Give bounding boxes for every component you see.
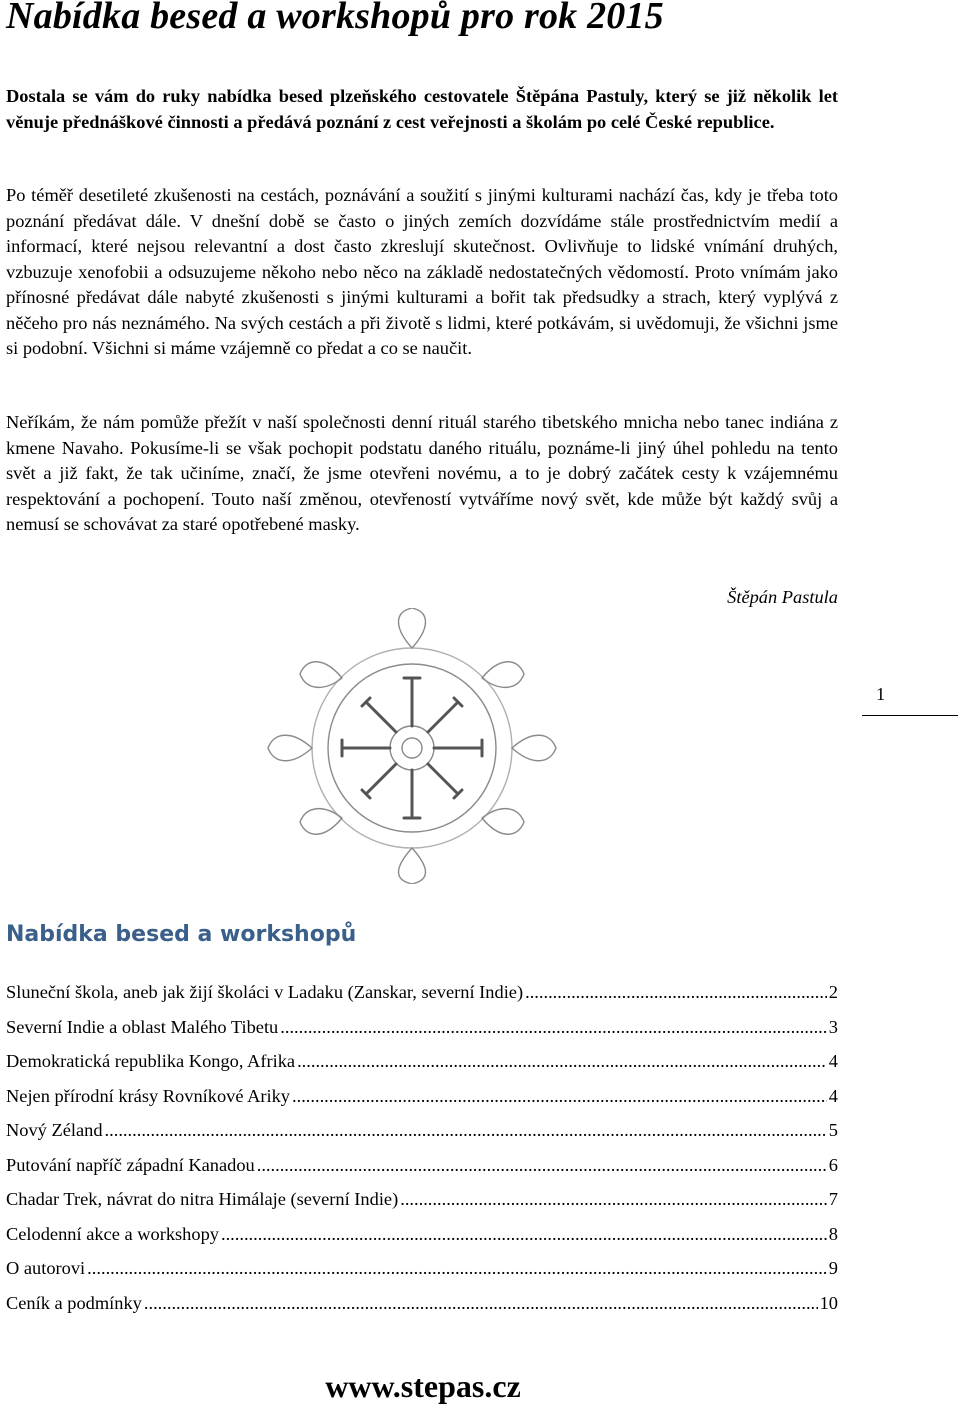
toc-item-page: 9 — [828, 1258, 838, 1278]
toc-item[interactable] — [6, 1017, 838, 1052]
toc-leader — [221, 1224, 827, 1245]
toc-item-title: Putování napříč západní Kanadou — [6, 1154, 255, 1175]
toc-leader — [400, 1189, 827, 1210]
mandala-illustration — [244, 608, 580, 884]
toc-heading: Nabídka besed a workshopů — [6, 922, 357, 947]
toc-leader — [280, 1017, 827, 1038]
toc-item-page: 4 — [828, 1051, 838, 1071]
toc-item[interactable] — [6, 1155, 838, 1190]
toc-leader — [525, 982, 827, 1003]
toc-item-page: 8 — [828, 1223, 838, 1244]
toc-item[interactable] — [6, 1051, 838, 1086]
toc-leader — [292, 1086, 827, 1107]
toc-item-title: Severní Indie a oblast Malého Tibetu — [6, 1016, 279, 1037]
toc-item-title: Ceník a podmínky — [6, 1292, 142, 1313]
toc-item-title: Nový Zéland — [6, 1120, 103, 1140]
toc-item-page: 6 — [828, 1154, 838, 1175]
toc-item-page: 10 — [819, 1292, 838, 1313]
toc-item-title: Chadar Trek, návrat do nitra Himálaje (severní Indie) — [6, 1189, 399, 1209]
toc-item[interactable] — [6, 1258, 838, 1293]
toc-item-title: Sluneční škola, aneb jak žijí školáci v Ladaku (Zanskar, severní Indie) — [6, 982, 524, 1002]
table-of-contents — [6, 982, 838, 1327]
toc-item[interactable] — [6, 982, 838, 1017]
toc-leader — [257, 1155, 827, 1176]
page-number: 1 — [876, 684, 886, 704]
toc-item-title: Demokratická republika Kongo, Afrika — [6, 1051, 296, 1071]
toc-leader — [297, 1051, 827, 1072]
page-number-rule — [862, 715, 958, 716]
toc-leader — [105, 1120, 827, 1141]
toc-leader — [87, 1258, 827, 1279]
toc-item[interactable] — [6, 1086, 838, 1121]
toc-item[interactable] — [6, 1293, 838, 1328]
toc-item-title: Celodenní akce a workshopy — [6, 1223, 219, 1244]
toc-item[interactable] — [6, 1120, 838, 1155]
toc-item-page: 5 — [828, 1120, 838, 1140]
toc-item-page: 3 — [828, 1016, 838, 1037]
toc-item-title: O autorovi — [6, 1258, 86, 1278]
toc-item-page: 4 — [828, 1085, 838, 1106]
toc-item-page: 7 — [828, 1189, 838, 1209]
body-paragraph-2: Neříkám, že nám pomůže přežít v naší společnosti denní rituál starého tibetského mnicha nebo tanec indiána z kmene Navaho. Pokusíme-li se však pochopit podstatu daného rituálu, poznáme-li jiný úhel pohledu na tento svět a již fakt, že tak učiníme, značí, že jsme otevřeni novému, a to je dobrý začátek cesty k vzájemnému respektování a pochopení. Touto naší změnou, otevřeností vytváříme nový svět, kde může být každý svůj a nemusí se schovávat za staré opotřebené masky. — [6, 412, 838, 534]
toc-leader — [144, 1293, 818, 1314]
toc-item-page: 2 — [828, 982, 838, 1002]
toc-item[interactable] — [6, 1224, 838, 1259]
page-title: Nabídka besed a workshopů pro rok 2015 — [6, 0, 664, 37]
toc-item-title: Nejen přírodní krásy Rovníkové Ariky — [6, 1085, 290, 1106]
toc-item[interactable] — [6, 1189, 838, 1224]
intro-paragraph: Dostala se vám do ruky nabídka besed plzeňského cestovatele Štěpána Pastuly, který se již několik let věnuje přednáškové činnosti a předává poznání z cest veřejnosti a školám po celé České republice. — [6, 86, 838, 132]
body-paragraph-1: Po téměř desetileté zkušenosti na cestách, poznávání a soužití s jinými kulturami nachází čas, kdy je třeba toto poznání předávat dále. V dnešní době se často o jiných zemích dozvídáme stále prostřednictvím medií a informací, které nejsou relevantní a dost často zkreslují skutečnost. Ovlivňuje to lidské vnímání druhých, vzbuzuje xenofobii a odsuzujeme někoho nebo něco na základě nedostatečných vědomostí. Proto vnímám jako přínosné předávat dále nabyté zkušenosti s jinými kulturami a bořit tak předsudky a strach, který vyplývá z něčeho pro nás neznámého. Na svých cestách a při životě s lidmi, které potkávám, si uvědomuji, že všichni jsme si podobní. Všichni si máme vzájemně co předat a co se naučit. — [6, 185, 838, 358]
author-signature: Štěpán Pastula — [727, 587, 838, 607]
footer-website[interactable]: www.stepas.cz — [325, 1368, 521, 1404]
